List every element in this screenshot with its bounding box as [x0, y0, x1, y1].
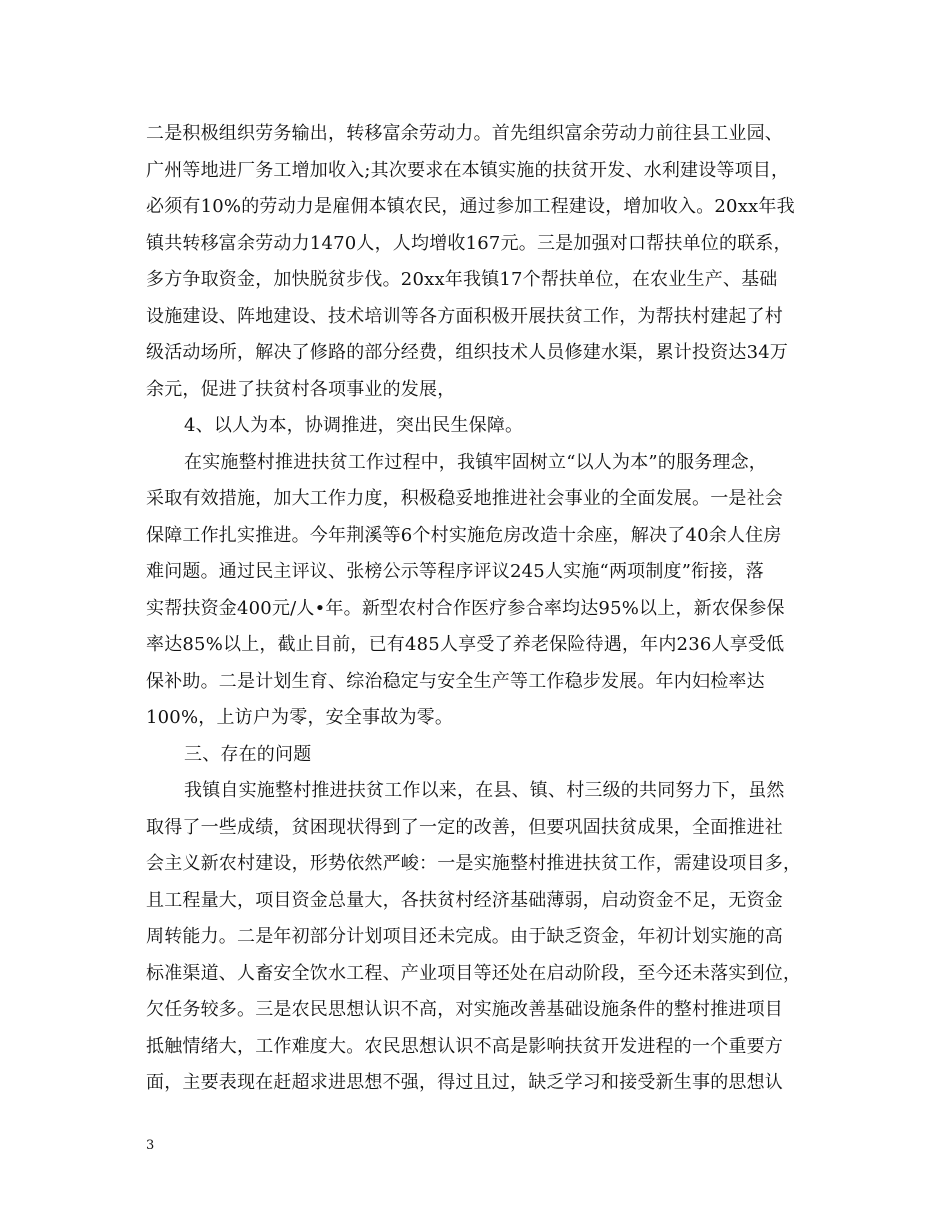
page-number: 3 — [146, 1138, 155, 1153]
text-line: 保障工作扎实推进。今年荆溪等6个村实施危房改造十余座，解决了40余人住房 — [146, 524, 782, 546]
text-line: 欠任务较多。三是农民思想认识不高，对实施改善基础设施条件的整村推进项目 — [146, 999, 783, 1020]
text-line: 镇共转移富余劳动力1470人，人均增收167元。三是加强对口帮扶单位的联系， — [146, 232, 792, 254]
text-line: 多方争取资金，加快脱贫步伐。20xx年我镇17个帮扶单位，在农业生产、基础 — [146, 269, 778, 290]
text-line: 级活动场所，解决了修路的部分经费，组织技术人员修建水渠，累计投资达34万 — [146, 342, 789, 363]
text-line: 二是积极组织劳务输出，转移富余劳动力。首先组织富余劳动力前往县工业园、 — [146, 123, 783, 144]
text-line: 广州等地进厂务工增加收入;其次要求在本镇实施的扶贫开发、水利建设等项目， — [146, 159, 790, 181]
text-line: 我镇自实施整村推进扶贫工作以来，在县、镇、村三级的共同努力下，虽然 — [184, 780, 785, 801]
document-body — [146, 116, 806, 1102]
text-line: 余元，促进了扶贫村各项事业的发展， — [146, 378, 456, 400]
text-line: 三、存在的问题 — [184, 743, 312, 765]
text-line: 抵触情绪大，工作难度大。农民思想认识不高是影响扶贫开发进程的一个重要方 — [146, 1035, 783, 1057]
text-line: 取得了一些成绩，贫困现状得到了一定的改善，但要巩固扶贫成果，全面推进社 — [146, 816, 783, 838]
text-line: 会主义新农村建设，形势依然严峻：一是实施整村推进扶贫工作，需建设项目多， — [146, 853, 802, 874]
text-line: 周转能力。二是年初部分计划项目还未完成。由于缺乏资金，年初计划实施的高 — [146, 926, 783, 947]
text-line: 100%，上访户为零，安全事故为零。 — [146, 707, 454, 728]
text-line: 采取有效措施，加大工作力度，积极稳妥地推进社会事业的全面发展。一是社会 — [146, 488, 783, 509]
text-line: 必须有10%的劳动力是雇佣本镇农民，通过参加工程建设，增加收入。20xx年我 — [146, 196, 795, 217]
text-line: 在实施整村推进扶贫工作过程中，我镇牢固树立“以人为本”的服务理念， — [184, 451, 768, 473]
text-line: 面，主要表现在赶超求进思想不强，得过且过，缺乏学习和接受新生事的思想认 — [146, 1072, 783, 1093]
text-line: 4、以人为本，协调推进，突出民生保障。 — [184, 415, 524, 436]
text-line: 标准渠道、人畜安全饮水工程、产业项目等还处在启动阶段，至今还未落实到位， — [146, 962, 802, 984]
text-line: 且工程量大，项目资金总量大，各扶贫村经济基础薄弱，启动资金不足，无资金 — [146, 889, 783, 911]
text-line: 率达85%以上，截止目前，已有485人享受了养老保险待遇，年内236人享受低 — [146, 634, 785, 655]
text-line: 实帮扶资金400元/人•年。新型农村合作医疗参合率均达95%以上，新农保参保 — [146, 597, 785, 619]
text-line: 保补助。二是计划生育、综治稳定与安全生产等工作稳步发展。年内妇检率达 — [146, 670, 765, 692]
text-line: 设施建设、阵地建设、技术培训等各方面积极开展扶贫工作，为帮扶村建起了村 — [146, 305, 783, 327]
text-line: 难问题。通过民主评议、张榜公示等程序评议245人实施“两项制度”衔接，落 — [146, 561, 764, 582]
